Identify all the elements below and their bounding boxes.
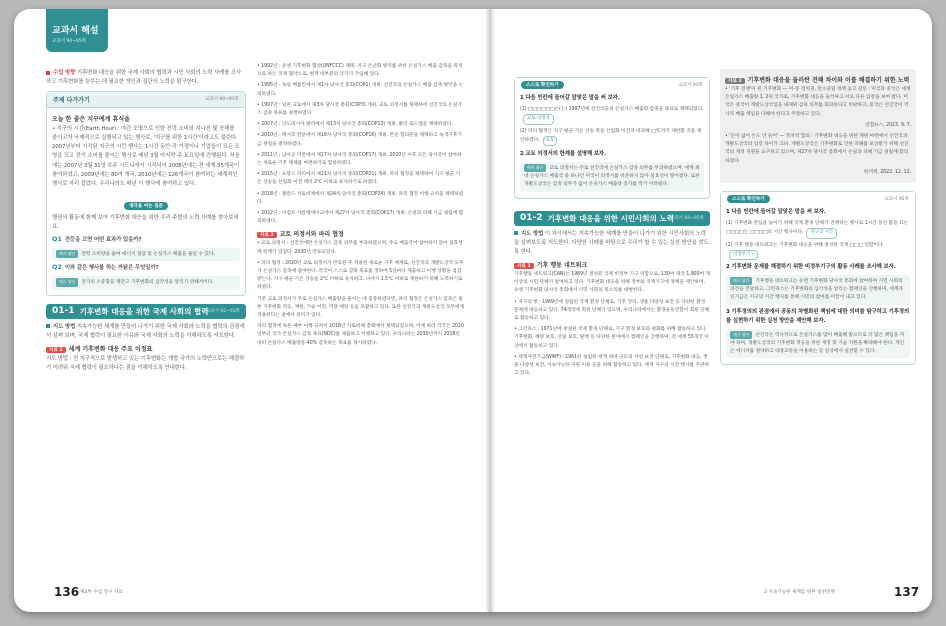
a2-text: 전기의 소중함을 깨닫고 기후변화의 심각성을 알리기 위해서이다. [81,280,214,286]
a1-text: 전력 소비량을 줄여 에너지 절감 및 온실가스 배출을 줄일 수 있다. [81,252,215,258]
left-footer-label: 제2부 수업 연구 자료 [80,590,123,595]
a1-box [52,248,240,261]
check1-q1: 1 다음 빈칸에 들어갈 알맞은 말을 써 보자. [520,95,620,101]
self-check-1-box [514,77,710,199]
check2-q3-label: 예시 답안 [730,331,752,339]
support-text-1: • '기후 전쟁'이 된 기후변화 — 미-중 정치권, 탄소중립 정책 놓고 갈등 : 미국과 중국은 세계 온실가스 배출량 1, 2위 국가로, 기후변화 대응을 둘러싸고 서로 다른 입장을 보여 왔다. 미국은 중국이 개발도상국임을 내세워 감축 의무를 회피한다고 비판하고, 중국은 선진국이 역사적 배출 책임을 다해야 한다고 주장하고 있다. [725,87,911,117]
left-page-number: 136 [54,585,80,599]
mid-material-title: 교토 의정서와 파리 협정 [279,231,344,239]
q2-row [52,263,240,273]
intro-text: 기후변화 대응을 위한 국제 사회의 협력과 시민 사회의 노력 사례를 조사하고 기후변화를 늦추는 데 필요한 개인과 집단의 노력을 탐구한다. [46,70,242,86]
q1-label: Q1 [52,235,62,244]
timeline-1992: • 1992년 : 유엔 기후변화 협약(UNFCCC) 채택. 지구 온난화 방지를 위한 온실가스 배출 감축을 목적으로 하는 국제 협약으로, 현재 대부분의 국가가 가입해 있다. [257,64,463,78]
timeline-1995: • 1995년 : 독일 베를린에서 제1차 당사국 총회(COP1) 개최. 선진국의 온실가스 배출 감축 방안을 논의하였다. [257,83,464,97]
self-check-2-pill: 스스로 확인하기 [727,195,770,203]
self-check-2-box [720,191,916,365]
self-check-1-header [515,78,709,92]
check2-q2: 2 기후변화 문제를 해결하기 위한 비정부기구의 활동 사례를 조사해 보자. [726,263,896,270]
check2-q1-b-answer: 비정부기구 [729,250,758,260]
topic-text: • 지구의 시간(Earth Hour) : 야간 조명으로 인한 전력 소비와 지나친 빛 공해를 줄이고자 국제적으로 실행되고 있는 행사로, '지구를 위한 1시간'이라고도 불린다. 2007년부터 시작된 지구의 시간 행사는 1시간 동안 각 가정이나 기업들이 모든 조명을 끄고 전기 소비를 줄이는 행사로 매년 3월 마지막 주 토요일에 진행된다. 처음에는 2007년 3월 31일 호주 시드니에서 시작되어 2008년에는 전 세계 35개국이 참여하였고, 2009년에는 80여 개국, 2010년에는 126개국이 참여하는 세계적인 행사로 자리 잡았다. 우리나라도 매년 이 행사에 참여하고 있다. [52,126,240,187]
timeline-2007: • 2007년 : 인도네시아 발리에서 제13차 당사국 총회(COP13) 개최. 발리 로드맵을 채택하였다. [257,122,453,128]
timeline-1997: • 1997년 : 일본 교토에서 제3차 당사국 총회(COP3) 개최. 교토 의정서를 채택하여 선진국의 온실가스 감축 목표를 설정하였다. [257,102,462,117]
support-label: 자료 2 [725,78,745,84]
right-footer-label: 3 지속가능한 세계를 위한 실천전략 [764,590,835,595]
comparison-text: 기존 교토 의정서가 주로 온실가스 배출량을 줄이는 데 집중하였다면, 파리 협정은 온실가스 감축은 물론 기후변화 적응, 재원, 기술 이전, 역량 배양 등을 포괄하고 있다. 또한 선진국과 개발도상국 모두에게 적용된다는 점에서 의미가 있다. [257,296,465,319]
red-square-icon [46,71,50,75]
check1-q2-label: 예시 답안 [524,164,546,172]
support-title: 기후변화 대응을 둘러싼 견해 차이와 이를 해결하기 위한 노력 [747,77,910,84]
section-title: 기후변화 대응을 위한 국제 사회의 협력 [79,306,209,316]
self-check-2-ref: 교과서 95쪽 [884,197,909,203]
q1-text: 전등을 끄면 어떤 효과가 있을까? [64,237,142,244]
ndc-text: 파리 협정에 따른 세부 이행 규칙이 2018년 카토비체 총회에서 채택되었으며, 이에 따라 각국은 2020년부터 국가 온실가스 감축 목표(NDC)를 제출하고 이행하고 있다. 우리나라는 2030년까지 2018년 대비 온실가스 배출량을 40% 감축하는 목표를 제시하였다. [257,324,464,346]
check1-q1-a: (1) □□□□□□은(는) 1997년에 선진국들의 온실가스 배출량 감축을 목표로 채택되었다. [520,107,704,113]
check2-q3-text: 선진국은 역사적으로 온실가스를 많이 배출해 왔으므로 더 많은 책임을 져야 하며, 개발도상국의 기후변화 적응을 위한 재정 및 기술 지원을 확대해야 한다. 개인은 에너지를 절약하고 대중교통을 이용하는 등 일상에서 실천할 수 있다. [730,332,905,355]
check2-q1: 1 다음 빈칸에 들어갈 알맞은 말을 써 보자. [726,209,826,216]
left-page [14,9,484,612]
section-number: 01-1 [52,306,75,317]
paris-text: • 파리 협정 : 2020년 교토 의정서가 만료된 후 적용된 새로운 기후 체제로, 선진국과 개발도상국 모두가 온실가스 감축에 참여한다. 각국이 스스로 감축 목표를 정하여 5년마다 제출하고 이행 상황을 점검받는다. 지구 평균 기온 상승을 2℃ 이하로 유지하고, 나아가 1.5℃ 이하로 제한하기 위해 노력하기로 하였다. [257,260,464,291]
support-text-2: • '돈이 없어 손도 안 들어' — 정치적 합의 : 기후변화 대응을 위한 재원 마련에서 선진국과 개발도상국의 입장 차이가 크다. 개발도상국은 기후변화로 인한 피해를 보상받기 위해 선진국의 재정 지원을 요구하고 있으며, 제27차 당사국 총회에서 손실과 피해 기금 설립에 합의하였다. [725,134,909,164]
material-1b-heading [514,260,710,269]
material-label-2: 자료 1 [514,263,534,269]
material-title-2: 기후 행동 네트워크 [536,261,588,269]
intro-paragraph [46,69,246,87]
support-material-box [720,69,916,183]
tab-title: 교과서 해설 [52,26,99,36]
timeline-2011: • 2011년 : 남아공 더반에서 제17차 당사국 총회(COP17) 개최. 2020년 이후 모든 당사국이 참여하는 새로운 기후 체제를 마련하기로 합의하였다. [257,152,462,167]
check1-q2-answer-box [520,162,704,192]
check2-q1-a: (1) 기후변화 관심을 높이기 위해 국제 환경 단체가 진행하는 행사로 1시간 동안 불을 끄는 □□□□는 □□□□의 시간 행사이다. [726,221,909,236]
check2-q2-answer-box [726,275,910,305]
timeline-2015: • 2015년 : 프랑스 파리에서 제21차 당사국 총회(COP21) 개최. 파리 협정을 채택하여 지구 평균 기온 상승을 산업화 이전 대비 2℃ 이하로 유지하기로 하였다. [257,172,461,186]
topic-box [46,91,246,295]
right-right-column [720,69,916,365]
think-pill: 생각을 여는 질문 [124,202,168,210]
check1-q1-a-answer: 교토 의정서 [523,114,554,124]
check2-q3: 3 기후정의의 관점에서 공동의 차별화된 책임에 대한 의미를 탐구하고 기후정의를 실현하기 위한 실천 방안을 제안해 보자. [726,308,910,324]
support-source-2: 한겨레, 2022. 12. 12. [863,169,911,175]
mid-material-label: 자료 2 [257,232,277,238]
square-bullet-icon [46,324,50,328]
section-title-2: 기후변화 대응을 위한 시민사회의 노력 [547,213,674,223]
guide-label-2: 지도 방법 [521,230,544,237]
square-bullet-icon [514,231,518,235]
topic-header [47,92,245,108]
check1-q2-text: 교토 의정서는 주로 선진국에 온실가스 감축 의무를 부과하였으며, 세계 최대 온실가스 배출국 중 하나인 미국이 의정서를 비준하지 않아 실효성이 떨어졌다. 또한 개발도상국은 감축 의무가 없어 온실가스 배출량 증가를 막기 어려웠다. [524,166,700,188]
self-check-2-header [721,192,915,206]
guide-label: 지도 방법 [53,323,76,330]
check1-q1-b: (2) 파리 협정은 지구 평균 기온 상승 폭을 산업화 이전과 비교해 □℃까지 제한할 것을 제안하였다. [520,128,702,143]
left-column [46,69,246,376]
material-2-heading [257,229,464,238]
guide-paragraph-2 [514,230,710,257]
section-ref: 교과서 92~93쪽 [205,309,240,315]
material-label: 자료 1 [46,347,66,353]
self-check-1-ref: 교과서 93쪽 [678,83,703,88]
topic-ref: 교과서 90~91쪽 [204,97,239,103]
q2-text: 이와 같은 행사를 하는 까닭은 무엇일까? [64,265,159,272]
self-check-1-pill: 스스로 확인하기 [521,81,564,89]
a1-label: 예시 답안 [56,250,78,258]
check2-q2-text: 기후행동 네트워크는 유엔 기후변화 당사국 총회에 참여하여 시민 사회의 의견을 전달하고, 그린피스는 기후변화의 심각성을 알리는 캠페인을 진행하며, 세계자연기금은 지구의 시간 행사를 통해 시민의 참여를 이끌어 내고 있다. [730,279,903,301]
tab-subtitle: 교과서 90~95쪽 [52,39,87,44]
guide-text: 지속가능한 세계를 만들어 나가기 위한 국제 사회와 노력을 협력의 관점에서 살펴 보며, 국제 협력이 필요한 이유와 국제 사회의 노력을 이해하도록 지도한다. [46,323,245,339]
check1-q1-b-row [520,128,704,146]
greenpeace-text: • 그린피스 : 1971년에 창설된 국제 환경 단체로, 지구 환경 보호와 평화를 위해 활동하고 있다. 기후변화, 해양 보호, 산림 보호, 탈핵 등 다양한 분야에서 캠페인을 진행하며, 전 세계 55개국 이상에서 활동하고 있다. [514,327,709,349]
material-title: 세계 기후변화 대응 주요 이정표 [68,345,153,353]
timeline-2022: • 2022년 : 이집트 샤름엘셰이크에서 제27차 당사국 총회(COP27) 개최. 손실과 피해 기금 설립에 합의하였다. [257,211,464,225]
section-01-1-header [46,304,246,319]
timeline-2010: • 2010년 : 멕시코 칸쿤에서 제16차 당사국 총회(COP16) 개최. 칸쿤 합의문을 채택하고 녹색기후기금 설립을 결정하였다. [257,133,462,147]
support-source-1: 연합뉴스, 2023. 9. 7. [865,122,911,128]
check1-q1-a-row [520,106,704,124]
right-page [496,9,932,612]
topic-heading: 오늘 한 줄은 지구에게 휴식을 [52,116,130,124]
check1-q2: 2 교토 의정서의 한계를 설명해 보자. [520,150,606,157]
q1-row [52,235,240,245]
a2-label: 예시 답안 [56,278,78,286]
wwf-text: • 세계자연기금(WWF) : 1961년 설립된 세계 최대 규모의 자연 보전 단체로, 기후변화 대응, 생물 다양성 보전, 지속가능한 자원 이용 등을 위해 활동하고 있다. 세계 지구의 시간 행사를 주관하고 있다. [514,354,710,377]
kyoto-text: • 교토 의정서 : 선진국에만 온실가스 감축 의무를 부과하였으며, 주요 배출국이 참여하지 않아 실효성에 한계가 있었다. 2020년 만료되었다. [257,241,463,255]
check2-q2-label: 예시 답안 [730,277,752,285]
check2-q1-b-row [726,242,910,260]
guide-text-2: 이 차시에서는 지속가능한 세계를 만들어 나가기 위한 시민사회의 노력을 살펴보도록 지도한다. 다양한 사례를 바탕으로 우리가 할 수 있는 실천 방안을 찾도록 한다. [514,230,709,255]
middle-column [257,63,464,351]
book-gutter [485,9,495,612]
check1-q1-b-answer: 1.5 [543,136,558,146]
section-tab [46,9,108,52]
material-text-2: 기후행동 네트워크(CAN)는 1989년 결성된 국제 비정부 기구 연합으로, 130여 개국 1,900여 개 이상의 시민 단체가 참여하고 있다. 기후변화 대응을 위해 정부와 국제기구에 정책을 제안하며, 유엔 기후변화 당사국 총회에서 시민 사회의 목소리를 대변한다. [514,271,710,294]
right-left-column [514,77,710,381]
friends-of-earth-text: • 지구의 벗 : 1969년에 설립된 국제 환경 단체로, 기후 정의, 생물 다양성 보전 등 다양한 환경 문제에 대응하고 있다. 74개국에 회원 단체가 있으며, 우리나라에서는 환경운동연합이 회원 단체로 활동하고 있다. [514,299,710,321]
check2-q1-a-row [726,220,910,238]
right-page-number: 137 [894,585,920,599]
open-book-spread [14,9,932,612]
guide-paragraph [46,323,246,341]
q2-label: Q2 [52,263,62,272]
intro-label: 수업 방향 [53,70,76,76]
timeline-2018: • 2018년 : 폴란드 카토비체에서 제24차 당사국 총회(COP24) 개최. 파리 협정 이행 규칙을 채택하였다. [257,191,464,205]
think-text: 행권의 활동에 함께 보여 기후변화 대응을 위한 우리 주변의 노력 사례를 찾아보세요. [52,214,239,230]
check2-q1-b: (2) 기후 행동 네트워크는 기후변화 대응을 위해 결성된 국제 □□□ 연합이다. [726,242,884,248]
a2-box [52,276,240,289]
support-heading [725,75,911,84]
section-01-2-header [514,211,710,226]
material-text: 지도 방법 : 전 지구적으로 발생하고 있는 기후변화는 개별 국가의 노력만으로는 해결하기 어려워 국제 협력이 필요하다는 점을 이해하도록 안내한다. [46,355,245,371]
check2-q3-answer-box [726,329,910,359]
topic-title: 주제 다가가기 [53,97,90,105]
check2-q1-a-answer: 지구의 시간 [806,228,837,238]
material-1-heading [46,344,246,353]
section-number-2: 01-2 [520,213,543,224]
section-ref-2: 교과서 94~95쪽 [669,216,704,222]
